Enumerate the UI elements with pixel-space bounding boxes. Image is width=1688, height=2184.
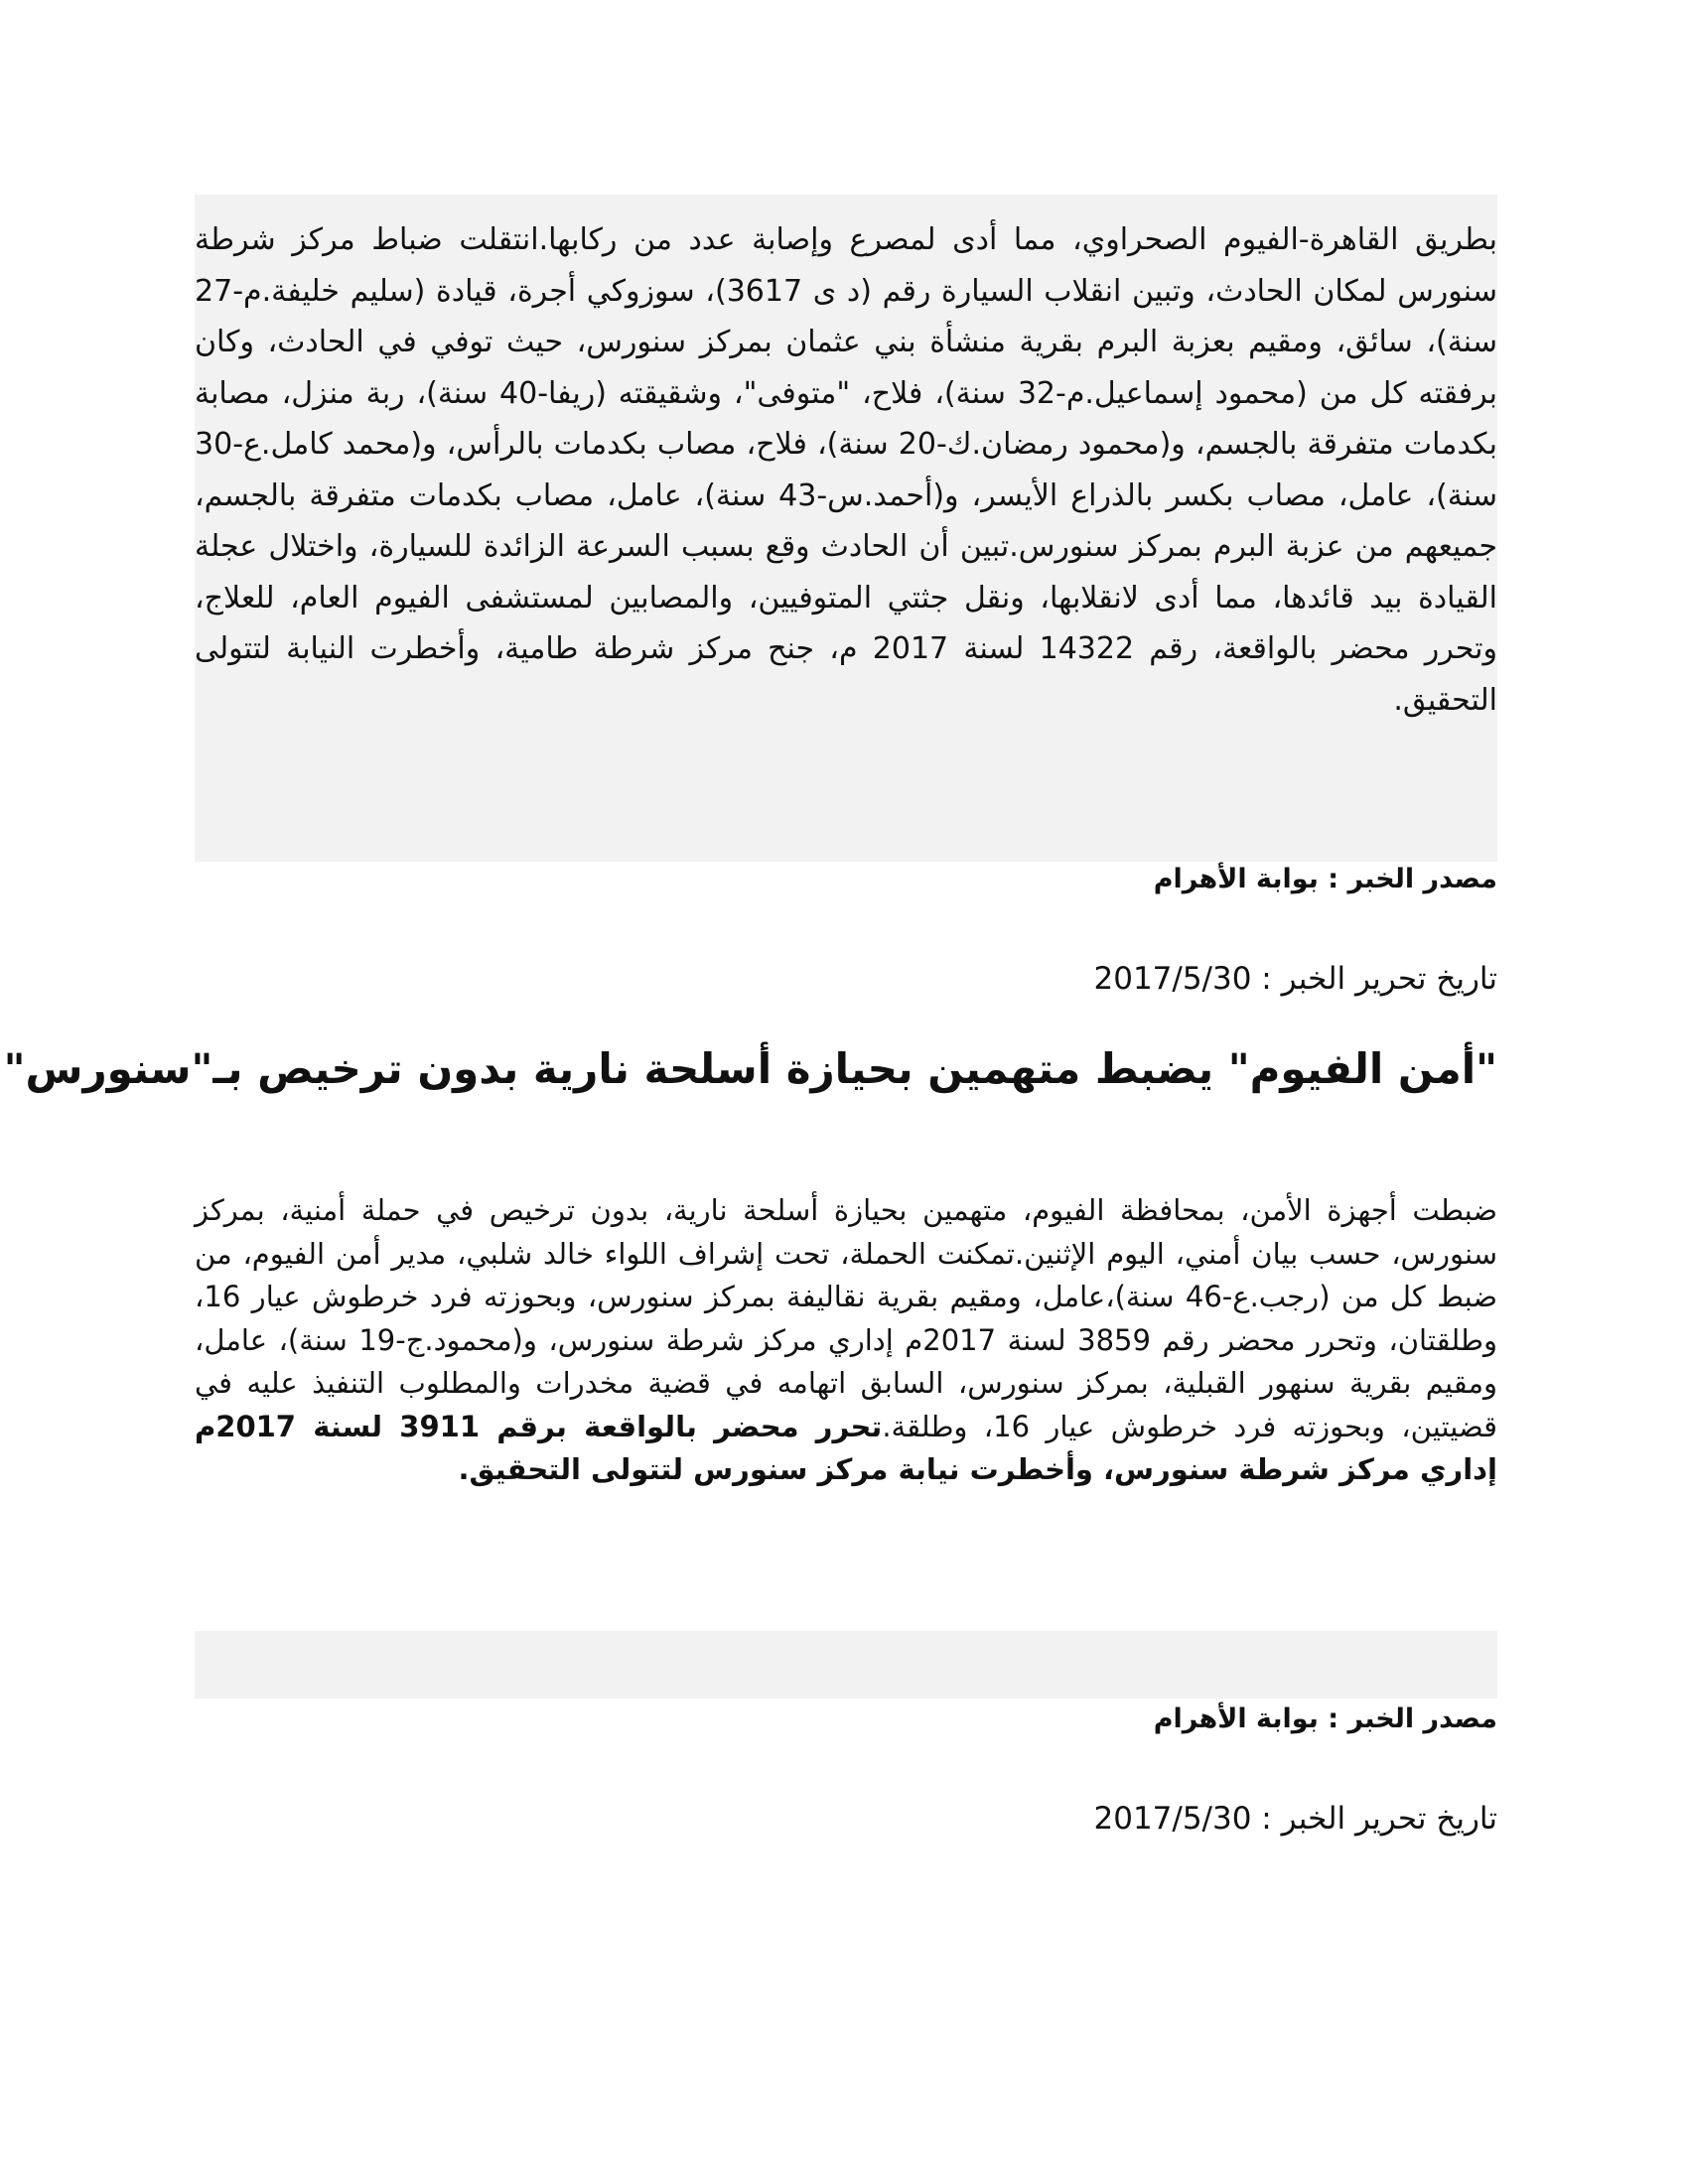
article-body-paragraph xyxy=(195,1189,1497,1492)
news-source-line-2: مصدر الخبر : بوابة الأهرام xyxy=(1153,1704,1497,1734)
news-source-line: مصدر الخبر : بوابة الأهرام xyxy=(1153,864,1497,894)
news-date-line: تاريخ تحرير الخبر : 2017/5/30 xyxy=(1093,961,1497,997)
article-headline-container xyxy=(3,1044,1497,1093)
article-body-container xyxy=(195,1189,1497,1492)
news-date-line-2: تاريخ تحرير الخبر : 2017/5/30 xyxy=(1093,1801,1497,1837)
article-headline: "أمن الفيوم" يضبط متهمين بحيازة أسلحة نارية بدون ترخيص بـ"سنورس" xyxy=(3,1044,1497,1093)
article-body-closing-text: تحرر محضر بالواقعة برقم 3911 لسنة 2017م إداري مركز شرطة سنورس، وأخطرت نيابة مركز سنورس لتتولى التحقيق. xyxy=(195,1409,1497,1486)
empty-grey-band xyxy=(195,1631,1497,1699)
article-body-text: ضبطت أجهزة الأمن، بمحافظة الفيوم، متهمين بحيازة أسلحة نارية، بدون ترخيص في حملة أمنية، بمركز سنورس، حسب بيان أمني، اليوم الإثنين.تمكنت الحملة، تحت إشراف اللواء خالد شلبي، مدير أمن الفيوم، من ضبط كل من (رجب.ع-46 سنة)،عامل، ومقيم بقرية نقاليفة بمركز سنورس، وبحوزته فرد خرطوش عيار 16، وطلقتان، وتحرر محضر رقم 3859 لسنة 2017م إداري مركز شرطة سنورس، و(محمود.ج-19 سنة)، عامل، ومقيم بقرية سنهور القبلية، بمركز سنورس، السابق اتهامه في قضية مخدرات والمطلوب التنفيذ عليه في قضيتين، وبحوزته فرد خرطوش عيار 16، وطلقة. xyxy=(195,1193,1498,1443)
continued-article-block xyxy=(195,195,1497,862)
continued-article-paragraph: بطريق القاهرة-الفيوم الصحراوي، مما أدى لمصرع وإصابة عدد من ركابها.انتقلت ضباط مركز شرطة سنورس لمكان الحادث، وتبين انقلاب السيارة رقم (د ى 3617)، سوزوكي أجرة، قيادة (سليم خليفة.م-27 سنة)، سائق، ومقيم بعزبة البرم بقرية منشأة بني عثمان بمركز سنورس، حيث توفي في الحادث، وكان برفقته كل من (محمود إسماعيل.م-32 سنة)، فلاح، "متوفى"، وشقيقته (ريفا-40 سنة)، ربة منزل، مصابة بكدمات متفرقة بالجسم، و(محمود رمضان.ك-20 سنة)، فلاح، مصاب بكدمات بالرأس، و(محمد كامل.ع-30 سنة)، عامل، مصاب بكسر بالذراع الأيسر، و(أحمد.س-43 سنة)، عامل، مصاب بكدمات متفرقة بالجسم، جميعهم من عزبة البرم بمركز سنورس.تبين أن الحادث وقع بسبب السرعة الزائدة للسيارة، واختلال عجلة القيادة بيد قائدها، مما أدى لانقلابها، ونقل جثتي المتوفيين، والمصابين لمستشفى الفيوم العام، للعلاج، وتحرر محضر بالواقعة، رقم 14322 لسنة 2017 م، جنح مركز شرطة طامية، وأخطرت النيابة لتتولى التحقيق. xyxy=(195,222,1498,718)
